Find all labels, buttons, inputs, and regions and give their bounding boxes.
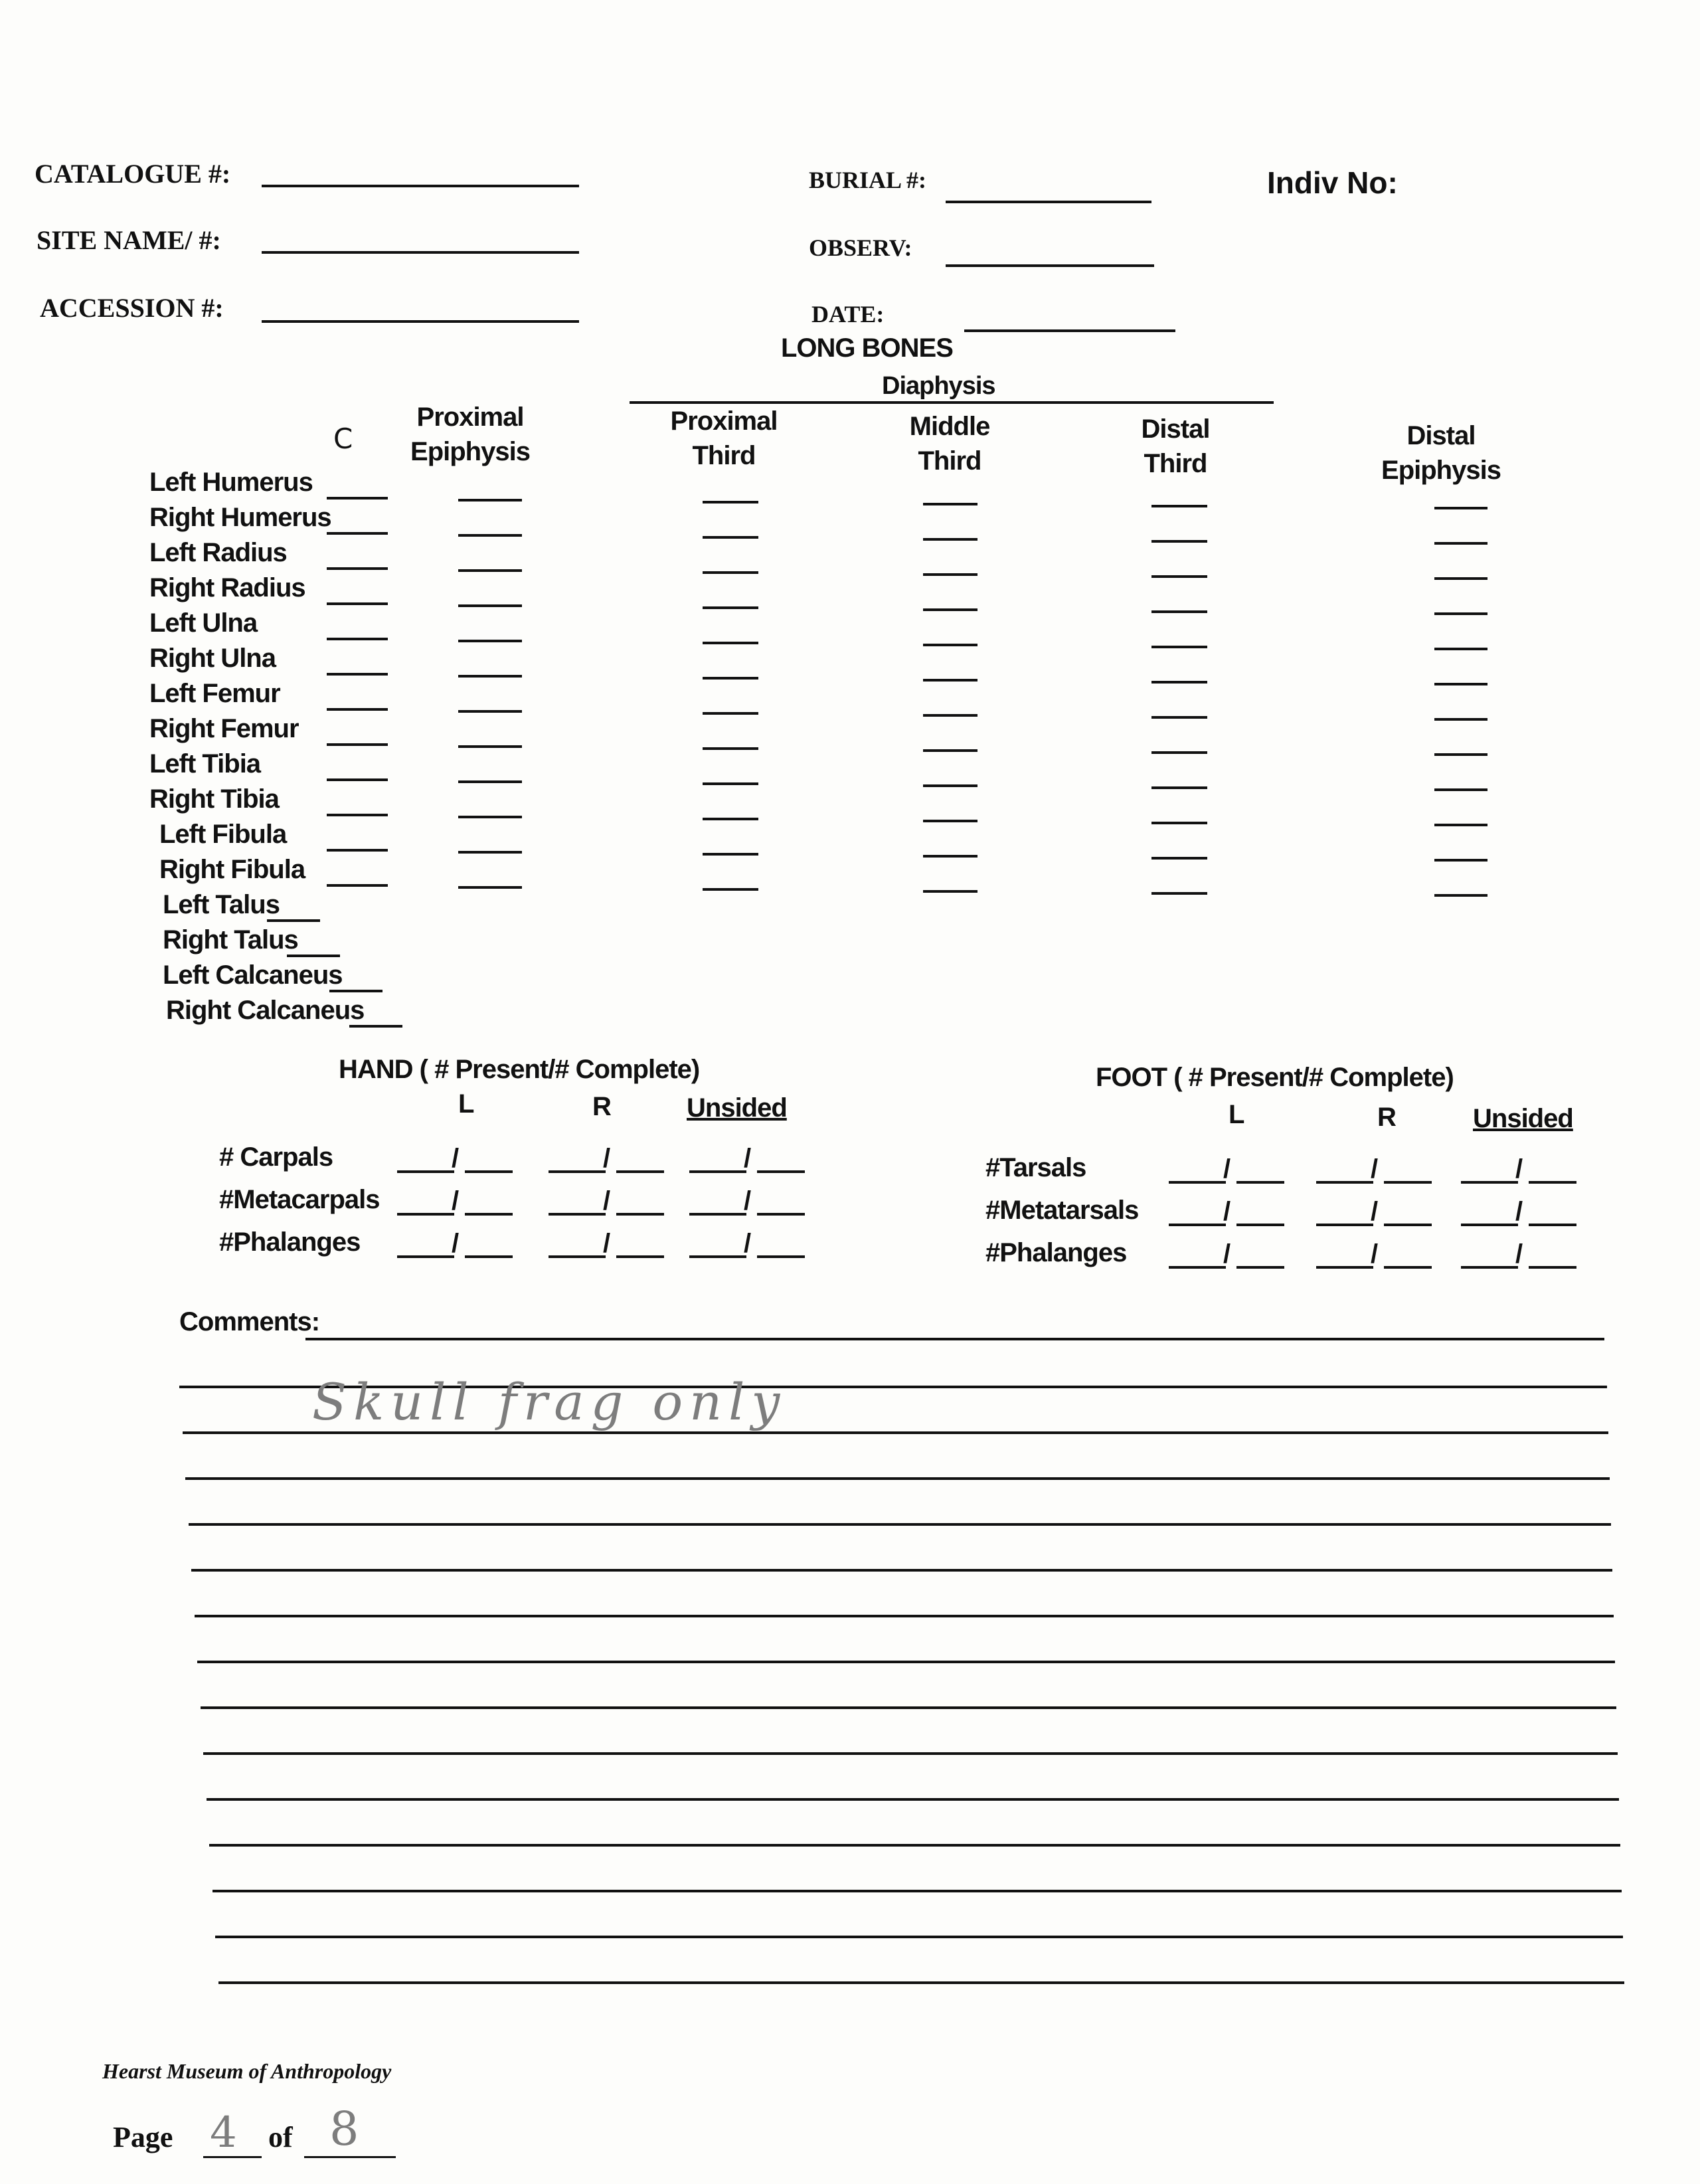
hand-row-label: # Carpals — [219, 1142, 333, 1172]
bone-entry-line[interactable] — [458, 745, 522, 748]
museum-name: Hearst Museum of Anthropology — [102, 2059, 392, 2083]
bone-entry-line[interactable] — [1151, 892, 1207, 895]
burial-field[interactable] — [946, 201, 1151, 203]
col-proximal-epiphysis-line1: Proximal — [416, 403, 524, 432]
slash-separator: / — [452, 1144, 460, 1173]
page-label: Page — [113, 2121, 173, 2153]
bone-entry-line[interactable] — [327, 849, 388, 852]
bone-label: Right Humerus — [149, 503, 331, 532]
bone-label: Left Tibia — [149, 749, 261, 778]
foot-complete-field[interactable] — [1236, 1181, 1284, 1184]
bone-entry-line[interactable] — [703, 571, 758, 574]
bone-label: Left Calcaneus — [163, 960, 343, 990]
slash-separator: / — [1371, 1154, 1379, 1184]
bone-entry-line[interactable] — [703, 818, 758, 820]
foot-present-field[interactable] — [1461, 1266, 1518, 1269]
bone-entry-line[interactable] — [327, 814, 388, 816]
comment-line[interactable] — [207, 1798, 1619, 1801]
hand-present-field[interactable] — [397, 1255, 454, 1258]
comment-line[interactable] — [189, 1523, 1611, 1526]
bone-label: Left Femur — [149, 679, 280, 708]
foot-left-header: L — [1229, 1100, 1245, 1129]
site-name-label: SITE NAME/ #: — [37, 225, 221, 255]
slash-separator: / — [744, 1186, 752, 1216]
col-distal-third-header — [1109, 412, 1242, 481]
accession-label: ACCESSION #: — [40, 293, 224, 323]
bone-entry-line[interactable] — [923, 820, 978, 822]
foot-complete-field[interactable] — [1236, 1266, 1284, 1269]
hand-complete-field[interactable] — [757, 1213, 805, 1216]
col-proximal-epiphysis-line2: Epiphysis — [410, 437, 530, 466]
bone-entry-line[interactable] — [703, 712, 758, 715]
bone-entry-line[interactable] — [703, 747, 758, 750]
bone-entry-line[interactable] — [1151, 646, 1207, 648]
bone-entry-line[interactable] — [923, 644, 978, 646]
col-middle-third-line2: Third — [918, 446, 981, 476]
foot-complete-field[interactable] — [1384, 1224, 1432, 1226]
comment-line[interactable] — [191, 1569, 1612, 1572]
hand-right-header: R — [592, 1092, 612, 1121]
burial-label: BURIAL #: — [809, 167, 927, 193]
page-number-value: 4 — [210, 2108, 237, 2157]
foot-present-field[interactable] — [1461, 1224, 1518, 1226]
bone-entry-line[interactable] — [923, 573, 978, 576]
comment-line[interactable] — [183, 1431, 1608, 1434]
bone-entry-line[interactable] — [703, 677, 758, 680]
foot-complete-field[interactable] — [1529, 1266, 1576, 1269]
diaphysis-label: Diaphysis — [882, 372, 995, 400]
bone-label: Left Ulna — [149, 608, 258, 638]
site-name-field[interactable] — [262, 251, 579, 254]
slash-separator: / — [452, 1229, 460, 1258]
bone-entry-line[interactable] — [329, 990, 382, 992]
hand-present-field[interactable] — [689, 1255, 746, 1258]
comment-line[interactable] — [212, 1890, 1622, 1892]
hand-complete-field[interactable] — [465, 1170, 513, 1173]
col-c-header: C — [333, 422, 353, 455]
bone-entry-line[interactable] — [1434, 718, 1488, 721]
slash-separator: / — [1223, 1197, 1231, 1226]
bone-entry-line[interactable] — [327, 638, 388, 640]
slash-separator: / — [603, 1229, 611, 1258]
hand-present-field[interactable] — [397, 1213, 454, 1216]
bone-entry-line[interactable] — [923, 679, 978, 682]
hand-present-field[interactable] — [397, 1170, 454, 1173]
hand-present-field[interactable] — [689, 1213, 746, 1216]
comments-label: Comments: — [179, 1307, 320, 1336]
foot-row-label: #Tarsals — [985, 1153, 1086, 1182]
foot-right-header: R — [1377, 1103, 1397, 1132]
total-pages-value: 8 — [329, 2102, 359, 2156]
bone-entry-line[interactable] — [287, 955, 340, 957]
indiv-no-label: Indiv No: — [1267, 165, 1398, 200]
bone-label: Right Femur — [149, 714, 299, 743]
bone-entry-line[interactable] — [923, 749, 978, 752]
bone-entry-line[interactable] — [327, 532, 388, 535]
catalogue-field[interactable] — [262, 185, 579, 187]
bone-entry-line[interactable] — [703, 853, 758, 856]
foot-complete-field[interactable] — [1236, 1224, 1284, 1226]
bone-entry-line[interactable] — [458, 851, 522, 854]
foot-complete-field[interactable] — [1384, 1266, 1432, 1269]
col-middle-third-line1: Middle — [909, 412, 990, 441]
bone-entry-line[interactable] — [327, 673, 388, 676]
bone-entry-line[interactable] — [1151, 786, 1207, 789]
col-distal-epiphysis-line2: Epiphysis — [1381, 456, 1501, 485]
bone-entry-line[interactable] — [703, 501, 758, 503]
slash-separator: / — [1515, 1154, 1523, 1184]
comment-line[interactable] — [218, 1981, 1624, 1984]
foot-row-label: #Phalanges — [985, 1238, 1127, 1267]
of-label: of — [268, 2121, 293, 2153]
foot-complete-field[interactable] — [1384, 1181, 1432, 1184]
slash-separator: / — [1223, 1154, 1231, 1184]
col-proximal-third-header — [657, 404, 790, 473]
hand-complete-field[interactable] — [465, 1255, 513, 1258]
bone-entry-line[interactable] — [703, 536, 758, 539]
observ-label: OBSERV: — [809, 234, 912, 261]
bone-entry-line[interactable] — [458, 499, 522, 501]
bone-entry-line[interactable] — [458, 780, 522, 783]
col-proximal-third-line2: Third — [692, 441, 756, 470]
slash-separator: / — [1371, 1197, 1379, 1226]
bone-entry-line[interactable] — [458, 816, 522, 818]
bone-entry-line[interactable] — [1434, 542, 1488, 545]
bone-entry-line[interactable] — [703, 888, 758, 891]
col-distal-epiphysis-line1: Distal — [1406, 421, 1476, 450]
bone-entry-line[interactable] — [1151, 751, 1207, 754]
bone-entry-line[interactable] — [458, 604, 522, 607]
col-proximal-third-line1: Proximal — [670, 407, 778, 436]
foot-present-field[interactable] — [1316, 1266, 1373, 1269]
bone-entry-line[interactable] — [458, 886, 522, 889]
bone-entry-line[interactable] — [1151, 716, 1207, 719]
bone-label: Left Radius — [149, 538, 287, 567]
long-bones-title: LONG BONES — [781, 333, 953, 363]
hand-title: HAND ( # Present/# Complete) — [339, 1055, 700, 1084]
hand-unsided-header: Unsided — [687, 1093, 787, 1123]
hand-present-field[interactable] — [689, 1170, 746, 1173]
slash-separator: / — [1223, 1239, 1231, 1269]
comment-line[interactable] — [197, 1661, 1615, 1663]
observ-field[interactable] — [946, 264, 1154, 267]
bone-entry-line[interactable] — [703, 642, 758, 644]
bone-label: Right Calcaneus — [166, 996, 365, 1025]
foot-unsided-header: Unsided — [1473, 1104, 1573, 1133]
bone-entry-line[interactable] — [923, 608, 978, 611]
foot-present-field[interactable] — [1316, 1181, 1373, 1184]
foot-row-label: #Metatarsals — [985, 1196, 1139, 1225]
hand-left-header: L — [458, 1089, 475, 1119]
comment-line[interactable] — [203, 1752, 1618, 1755]
hand-row-label: #Metacarpals — [219, 1185, 380, 1214]
bone-entry-line[interactable] — [458, 569, 522, 572]
slash-separator: / — [1515, 1239, 1523, 1269]
bone-entry-line[interactable] — [923, 890, 978, 893]
hand-present-field[interactable] — [549, 1213, 606, 1216]
bone-entry-line[interactable] — [1434, 894, 1488, 897]
bone-entry-line[interactable] — [703, 606, 758, 609]
bone-entry-line[interactable] — [1434, 753, 1488, 756]
bone-label: Right Tibia — [149, 784, 279, 814]
catalogue-label: CATALOGUE #: — [35, 159, 231, 189]
bone-entry-line[interactable] — [1151, 822, 1207, 824]
handwritten-comment: Skull frag only — [312, 1372, 787, 1431]
bone-entry-line[interactable] — [923, 784, 978, 787]
bone-label: Left Humerus — [149, 468, 313, 497]
bone-entry-line[interactable] — [1434, 788, 1488, 791]
bone-entry-line[interactable] — [1434, 859, 1488, 862]
bone-entry-line[interactable] — [923, 855, 978, 858]
bone-entry-line[interactable] — [458, 675, 522, 678]
comment-line[interactable] — [195, 1615, 1614, 1617]
comment-line[interactable] — [185, 1477, 1610, 1480]
comment-line[interactable] — [209, 1844, 1620, 1847]
foot-present-field[interactable] — [1316, 1224, 1373, 1226]
foot-present-field[interactable] — [1461, 1181, 1518, 1184]
hand-row-label: #Phalanges — [219, 1228, 361, 1257]
comment-line[interactable] — [215, 1936, 1623, 1938]
slash-separator: / — [603, 1144, 611, 1173]
accession-field[interactable] — [262, 320, 579, 323]
slash-separator: / — [1515, 1197, 1523, 1226]
bone-entry-line[interactable] — [923, 538, 978, 541]
bone-entry-line[interactable] — [1434, 824, 1488, 826]
comment-line[interactable] — [305, 1338, 1604, 1340]
bone-entry-line[interactable] — [1151, 575, 1207, 578]
bone-entry-line[interactable] — [923, 714, 978, 717]
bone-entry-line[interactable] — [703, 782, 758, 785]
col-distal-third-line2: Third — [1144, 449, 1207, 478]
bone-label: Right Radius — [149, 573, 305, 602]
bone-entry-line[interactable] — [327, 602, 388, 605]
col-distal-epiphysis-header — [1368, 418, 1514, 488]
bone-label: Left Talus — [163, 890, 280, 919]
slash-separator: / — [1371, 1239, 1379, 1269]
col-middle-third-header — [883, 409, 1016, 478]
bone-label: Right Talus — [163, 925, 298, 955]
total-pages-field[interactable] — [304, 2156, 396, 2158]
col-proximal-epiphysis-header — [397, 400, 543, 469]
bone-entry-line[interactable] — [1151, 610, 1207, 613]
bone-entry-line[interactable] — [349, 1025, 402, 1028]
bone-entry-line[interactable] — [923, 503, 978, 505]
bone-entry-line[interactable] — [327, 567, 388, 570]
bone-entry-line[interactable] — [1434, 648, 1488, 650]
comment-line[interactable] — [201, 1706, 1616, 1709]
bone-entry-line[interactable] — [327, 708, 388, 711]
foot-complete-field[interactable] — [1529, 1181, 1576, 1184]
bone-entry-line[interactable] — [458, 640, 522, 642]
hand-complete-field[interactable] — [757, 1255, 805, 1258]
bone-entry-line[interactable] — [1151, 540, 1207, 543]
foot-present-field[interactable] — [1169, 1266, 1226, 1269]
bone-entry-line[interactable] — [1434, 577, 1488, 580]
bone-entry-line[interactable] — [267, 919, 320, 922]
bone-entry-line[interactable] — [1434, 612, 1488, 615]
slash-separator: / — [452, 1186, 460, 1216]
hand-complete-field[interactable] — [616, 1213, 664, 1216]
hand-complete-field[interactable] — [757, 1170, 805, 1173]
date-label: DATE: — [811, 301, 885, 327]
bone-label: Left Fibula — [159, 820, 287, 849]
bone-label: Right Fibula — [159, 855, 305, 884]
hand-complete-field[interactable] — [616, 1170, 664, 1173]
slash-separator: / — [744, 1144, 752, 1173]
col-distal-third-line1: Distal — [1141, 414, 1210, 444]
slash-separator: / — [603, 1186, 611, 1216]
bone-entry-line[interactable] — [327, 884, 388, 887]
hand-present-field[interactable] — [549, 1170, 606, 1173]
bone-entry-line[interactable] — [458, 710, 522, 713]
bone-entry-line[interactable] — [458, 534, 522, 537]
bone-label: Right Ulna — [149, 644, 276, 673]
foot-title: FOOT ( # Present/# Complete) — [1096, 1063, 1454, 1092]
bone-entry-line[interactable] — [1151, 505, 1207, 507]
bone-entry-line[interactable] — [1151, 681, 1207, 683]
slash-separator: / — [744, 1229, 752, 1258]
foot-present-field[interactable] — [1169, 1181, 1226, 1184]
bone-entry-line[interactable] — [327, 778, 388, 781]
bone-entry-line[interactable] — [1434, 507, 1488, 509]
bone-entry-line[interactable] — [1434, 683, 1488, 685]
date-field[interactable] — [964, 329, 1175, 332]
bone-entry-line[interactable] — [327, 497, 388, 500]
hand-complete-field[interactable] — [465, 1213, 513, 1216]
foot-complete-field[interactable] — [1529, 1224, 1576, 1226]
bone-entry-line[interactable] — [327, 743, 388, 746]
foot-present-field[interactable] — [1169, 1224, 1226, 1226]
hand-present-field[interactable] — [549, 1255, 606, 1258]
hand-complete-field[interactable] — [616, 1255, 664, 1258]
bone-entry-line[interactable] — [1151, 857, 1207, 860]
